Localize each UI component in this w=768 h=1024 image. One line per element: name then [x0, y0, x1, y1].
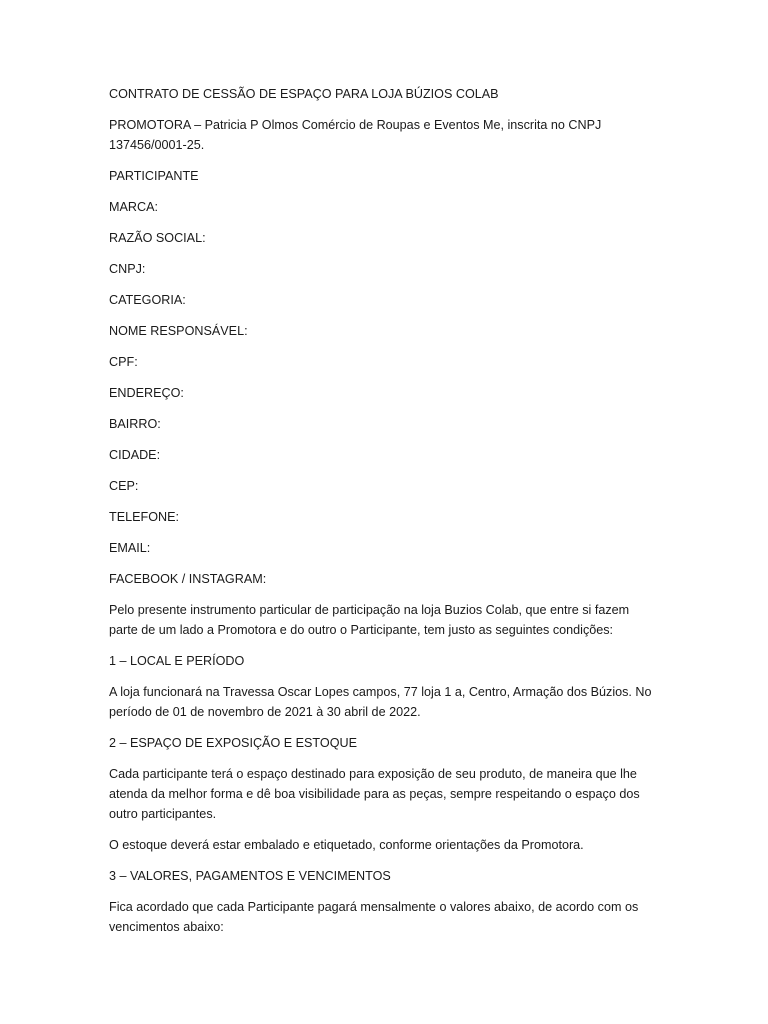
- section-2-heading: 2 – ESPAÇO DE EXPOSIÇÃO E ESTOQUE: [109, 736, 357, 750]
- field-categoria: CATEGORIA:: [109, 293, 186, 307]
- field-cidade: CIDADE:: [109, 448, 161, 462]
- field-razao-social: RAZÃO SOCIAL:: [109, 231, 206, 245]
- field-facebook-instagram: FACEBOOK / INSTAGRAM:: [109, 572, 267, 586]
- section-3-heading: 3 – VALORES, PAGAMENTOS E VENCIMENTOS: [109, 869, 391, 883]
- section-2-p1-line-2: atenda da melhor forma e dê boa visibilidade para as peças, sempre respeitando o espaço dos: [109, 787, 640, 801]
- participante-heading: PARTICIPANTE: [109, 169, 199, 183]
- field-telefone: TELEFONE:: [109, 510, 179, 524]
- field-email: EMAIL:: [109, 541, 151, 555]
- promotora-line-2: 137456/0001-25.: [109, 138, 205, 152]
- section-2-paragraph-1: [109, 764, 657, 824]
- section-1-paragraph: [109, 682, 657, 722]
- section-1-line-1: A loja funcionará na Travessa Oscar Lopes campos, 77 loja 1 a, Centro, Armação dos Búzios. No: [109, 685, 652, 699]
- field-cpf: CPF:: [109, 355, 138, 369]
- section-3-paragraph: [109, 897, 657, 937]
- section-1-heading: 1 – LOCAL E PERÍODO: [109, 654, 245, 668]
- section-2-p1-line-1: Cada participante terá o espaço destinado para exposição de seu produto, de maneira que lhe: [109, 767, 637, 781]
- promotora-paragraph: [109, 115, 657, 155]
- section-2-p1-line-3: outro participantes.: [109, 807, 217, 821]
- section-2-paragraph-2: O estoque deverá estar embalado e etiquetado, conforme orientações da Promotora.: [109, 838, 584, 852]
- section-3-line-2: vencimentos abaixo:: [109, 920, 224, 934]
- contract-title: CONTRATO DE CESSÃO DE ESPAÇO PARA LOJA BÚZIOS COLAB: [109, 87, 499, 101]
- intro-paragraph: [109, 600, 657, 640]
- field-endereco: ENDEREÇO:: [109, 386, 184, 400]
- field-cnpj: CNPJ:: [109, 262, 146, 276]
- field-cep: CEP:: [109, 479, 139, 493]
- promotora-line-1: PROMOTORA – Patricia P Olmos Comércio de Roupas e Eventos Me, inscrita no CNPJ: [109, 118, 602, 132]
- field-nome-responsavel: NOME RESPONSÁVEL:: [109, 324, 248, 338]
- intro-line-1: Pelo presente instrumento particular de participação na loja Buzios Colab, que entre si fazem: [109, 603, 630, 617]
- document-page: [109, 84, 657, 948]
- field-bairro: BAIRRO:: [109, 417, 161, 431]
- field-marca: MARCA:: [109, 200, 158, 214]
- section-3-line-1: Fica acordado que cada Participante pagará mensalmente o valores abaixo, de acordo com os: [109, 900, 639, 914]
- intro-line-2: parte de um lado a Promotora e do outro o Participante, tem justo as seguintes condições:: [109, 623, 614, 637]
- section-1-line-2: período de 01 de novembro de 2021 à 30 abril de 2022.: [109, 705, 421, 719]
